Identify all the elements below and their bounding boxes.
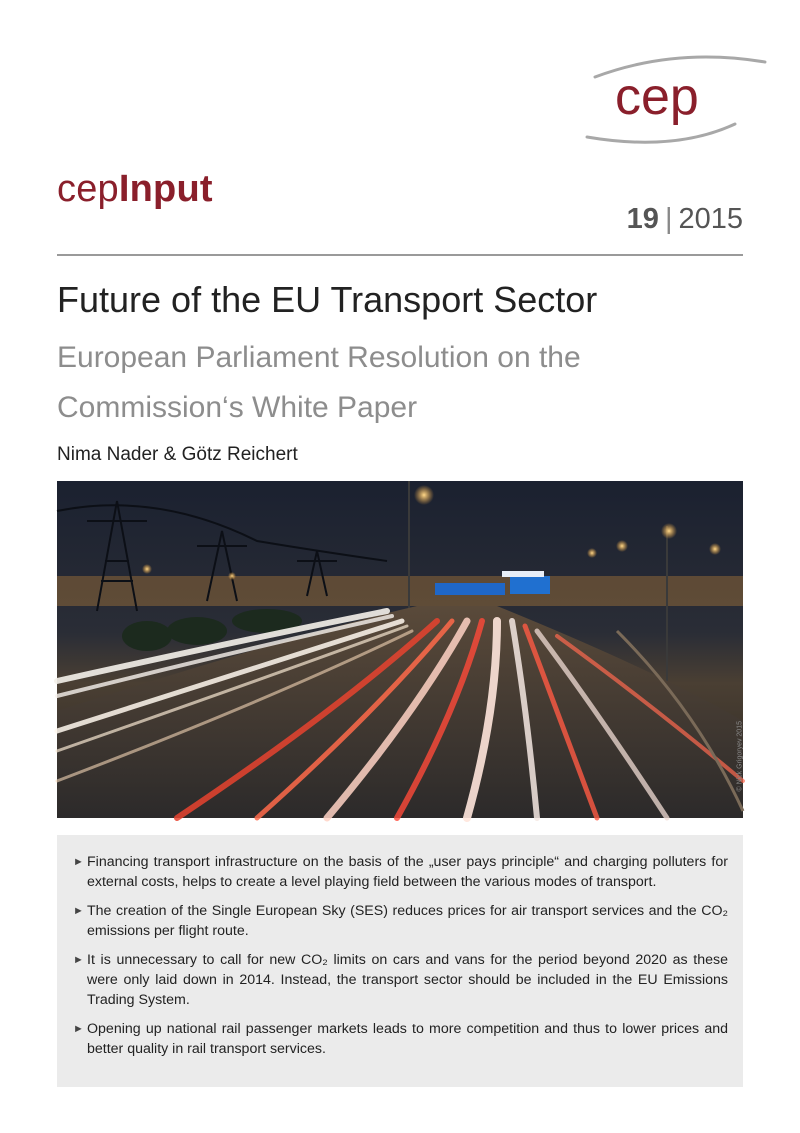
document-subtitle: European Parliament Resolution on the Commission‘s White Paper bbox=[57, 341, 581, 424]
authors: Nima Nader & Götz Reichert bbox=[57, 444, 298, 465]
bullet-arrow-icon: ► bbox=[73, 856, 84, 868]
bullet-arrow-icon: ► bbox=[73, 954, 84, 966]
cover-photo bbox=[57, 481, 743, 818]
photo-credit: © Nick Grigoryev 2015 bbox=[737, 721, 744, 792]
series-label bbox=[57, 168, 213, 211]
header-divider bbox=[57, 254, 743, 256]
highway-night-image bbox=[57, 481, 743, 818]
summary-list bbox=[57, 835, 743, 1059]
bullet-arrow-icon: ► bbox=[73, 1023, 84, 1035]
bullet-arrow-icon: ► bbox=[73, 905, 84, 917]
summary-box bbox=[57, 835, 743, 1087]
issue-year: 2015 bbox=[678, 203, 743, 235]
summary-item: ► The creation of the Single European Sky (SES) reduces prices for air transport services and the CO₂ emissions per flight route. bbox=[73, 903, 728, 939]
summary-item: ► Opening up national rail passenger markets leads to more competition and thus to lower prices and better quality in rail transport services. bbox=[73, 1021, 728, 1057]
summary-item: ► Financing transport infrastructure on the basis of the „user pays principle“ and charging polluters for external costs, helps to create a level playing field between the various modes of transport. bbox=[73, 854, 728, 890]
summary-item: ► It is unnecessary to call for new CO₂ limits on cars and vans for the period beyond 2020 as these were only laid down in 2014. Instead, the transport sector should be included in the EU Emissions Trading System. bbox=[73, 952, 728, 1008]
document-title: Future of the EU Transport Sector bbox=[57, 279, 598, 320]
cep-logo-text: cep bbox=[615, 68, 699, 126]
cep-logo bbox=[585, 52, 770, 147]
series-prefix: cep bbox=[57, 168, 119, 210]
series-name: Input bbox=[118, 168, 213, 210]
issue-number bbox=[627, 203, 743, 236]
issue-num: 19 bbox=[626, 203, 659, 235]
issue-separator: | bbox=[664, 203, 673, 235]
